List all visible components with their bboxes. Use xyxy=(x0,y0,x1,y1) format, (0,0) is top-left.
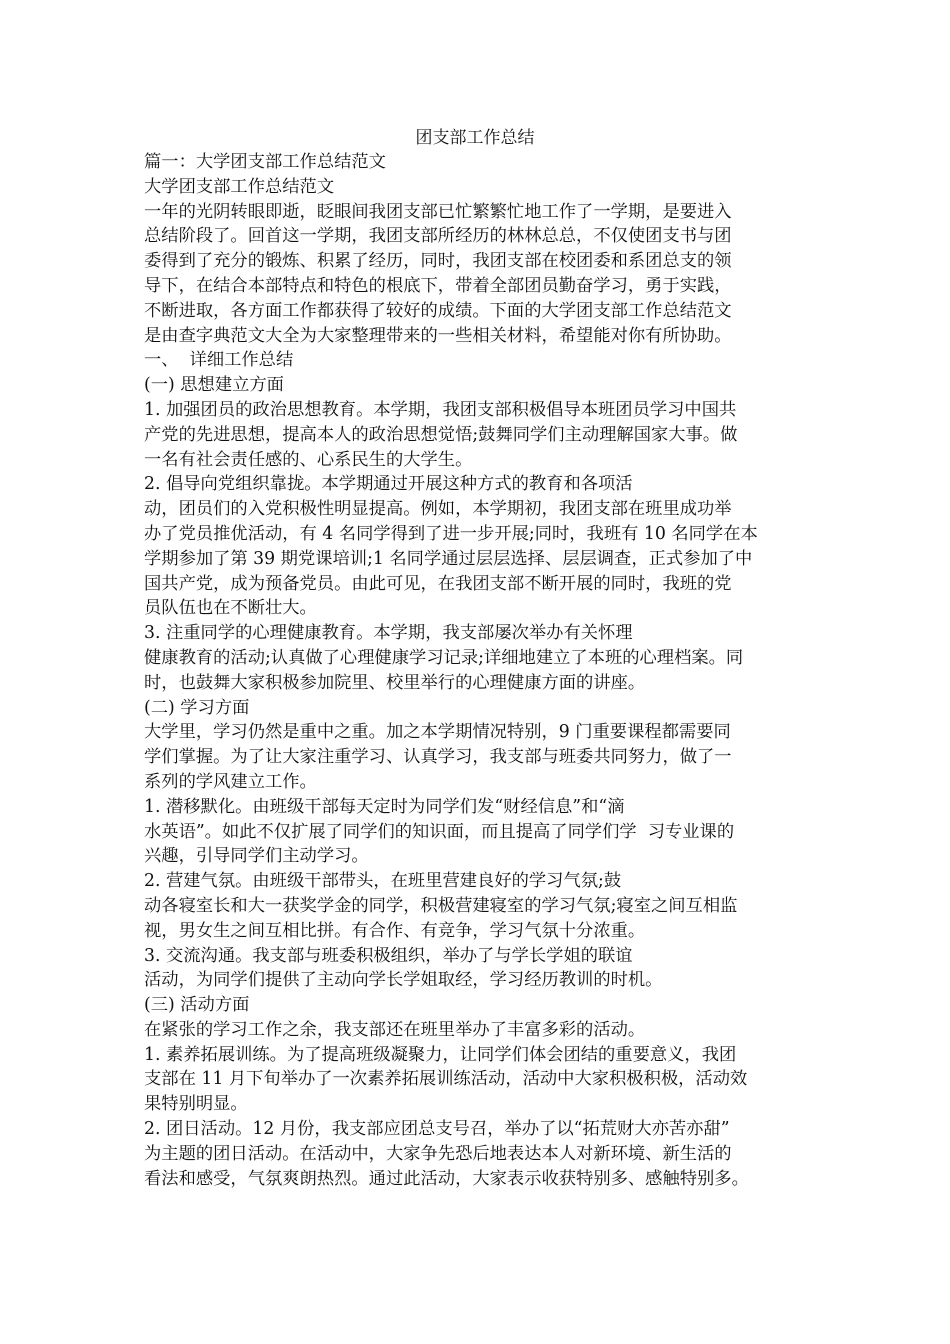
text-line: 动各寝室长和大一获奖学金的同学，积极营建寝室的学习气氛;寝室之间互相监 xyxy=(144,895,738,916)
text-line: 产党的先进思想，提高本人的政治思想觉悟;鼓舞同学们主动理解国家大事。做 xyxy=(144,424,738,445)
text-line: (一) 思想建立方面 xyxy=(144,375,284,396)
document-title: 团支部工作总结 xyxy=(415,128,535,148)
text-line: 一、 详细工作总结 xyxy=(144,350,294,371)
text-line: 总结阶段了。回首这一学期，我团支部所经历的林林总总，不仅使团支书与团 xyxy=(144,226,732,247)
text-line: 1. 加强团员的政治思想教育。本学期，我团支部积极倡导本班团员学习中国共 xyxy=(144,399,737,420)
text-line: 1. 潜移默化。由班级干部每天定时为同学们发“财经信息”和“滴 xyxy=(144,796,625,817)
text-line: 活动，为同学们提供了主动向学长学姐取经，学习经历教训的时机。 xyxy=(144,970,663,991)
text-line: 一名有社会责任感的、心系民生的大学生。 xyxy=(144,449,473,470)
text-line: 动，团员们的入党积极性明显提高。例如，本学期初，我团支部在班里成功举 xyxy=(144,499,732,520)
text-line: 是由查字典范文大全为大家整理带来的一些相关材料，希望能对你有所协助。 xyxy=(144,325,732,346)
text-line: 果特别明显。 xyxy=(144,1094,248,1115)
text-line: 国共产党，成为预备党员。由此可见，在我团支部不断开展的同时，我班的党 xyxy=(144,573,732,594)
text-line: 兴趣，引导同学们主动学习。 xyxy=(144,846,369,867)
text-line: 看法和感受，气氛爽朗热烈。通过此活动，大家表示收获特别多、感触特别多。 xyxy=(144,1168,749,1189)
text-line: 不断进取，各方面工作都获得了较好的成绩。下面的大学团支部工作总结范文 xyxy=(144,300,732,321)
text-line: 学们掌握。为了让大家注重学习、认真学习，我支部与班委共同努力，做了一 xyxy=(144,747,732,768)
text-line: 系列的学风建立工作。 xyxy=(144,771,317,792)
text-line: 办了党员推优活动，有 4 名同学得到了进一步开展;同时，我班有 10 名同学在本 xyxy=(144,523,758,544)
document-body xyxy=(144,150,808,1191)
text-line: 水英语”。如此不仅扩展了同学们的知识面，而且提高了同学们学 习专业课的 xyxy=(144,821,735,842)
text-line: 大学里，学习仍然是重中之重。加之本学期情况特别，9 门重要课程都需要同 xyxy=(144,722,731,743)
text-line: 员队伍也在不断壮大。 xyxy=(144,598,317,619)
text-line: 篇一：大学团支部工作总结范文 xyxy=(144,152,386,172)
text-line: 2. 倡导向党组织靠拢。本学期通过开展这种方式的教育和各项活 xyxy=(144,474,633,495)
text-line: 时，也鼓舞大家积极参加院里、校里举行的心理健康方面的讲座。 xyxy=(144,672,646,693)
text-line: 2. 团日活动。12 月份，我支部应团总支号召，举办了以“拓荒财大亦苦亦甜” xyxy=(144,1119,730,1140)
text-line: 委得到了充分的锻炼、积累了经历，同时，我团支部在校团委和系团总支的领 xyxy=(144,251,732,272)
text-line: 为主题的团日活动。在活动中，大家争先恐后地表达本人对新环境、新生活的 xyxy=(144,1143,732,1164)
text-line: 导下，在结合本部特点和特色的根底下，带着全部团员勤奋学习，勇于实践， xyxy=(144,275,732,296)
text-line: 视，男女生之间互相比拼。有合作、有竞争，学习气氛十分浓重。 xyxy=(144,920,646,941)
text-line: 支部在 11 月下旬举办了一次素养拓展训练活动，活动中大家积极积极，活动效 xyxy=(144,1069,748,1090)
text-line: 3. 注重同学的心理健康教育。本学期，我支部屡次举办有关怀理 xyxy=(144,623,633,644)
text-line: 2. 营建气氛。由班级干部带头，在班里营建良好的学习气氛;鼓 xyxy=(144,871,622,892)
text-line: 在紧张的学习工作之余，我支部还在班里举办了丰富多彩的活动。 xyxy=(144,1019,646,1040)
text-line: 大学团支部工作总结范文 xyxy=(144,176,335,197)
text-line: (二) 学习方面 xyxy=(144,697,250,718)
text-line: 健康教育的活动;认真做了心理健康学习记录;详细地建立了本班的心理档案。同 xyxy=(144,647,744,668)
text-line: 3. 交流沟通。我支部与班委积极组织，举办了与学长学姐的联谊 xyxy=(144,945,633,966)
text-line: (三) 活动方面 xyxy=(144,995,250,1016)
text-line: 学期参加了第 39 期党课培训;1 名同学通过层层选择、层层调查，正式参加了中 xyxy=(144,548,753,569)
text-line: 一年的光阴转眼即逝，眨眼间我团支部已忙繁繁忙地工作了一学期，是要进入 xyxy=(144,201,732,222)
text-line: 1. 素养拓展训练。为了提高班级凝聚力，让同学们体会团结的重要意义，我团 xyxy=(144,1044,737,1065)
